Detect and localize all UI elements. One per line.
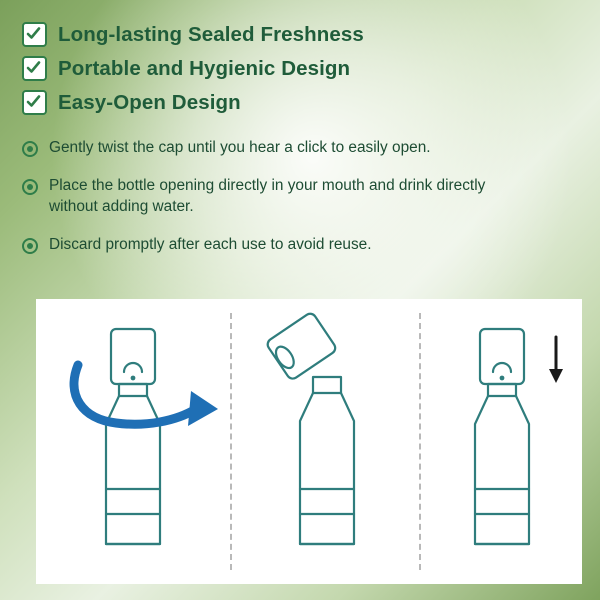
drink-step xyxy=(419,299,600,584)
check-icon xyxy=(22,90,47,115)
instruction-text: Place the bottle opening directly in your mouth and drink directly without adding water. xyxy=(49,177,486,215)
down-arrow-icon xyxy=(549,337,563,383)
feature-list xyxy=(22,22,580,124)
instruction-item xyxy=(22,176,576,217)
instruction-text: Discard promptly after each use to avoid reuse. xyxy=(49,236,372,254)
illustration-panel xyxy=(36,299,582,584)
radio-bullet-icon xyxy=(22,238,38,254)
instruction-list xyxy=(22,138,576,274)
feature-label: Portable and Hygienic Design xyxy=(58,56,351,80)
twist-cap-step xyxy=(36,299,230,584)
instruction-item xyxy=(22,138,576,158)
feature-label: Long-lasting Sealed Freshness xyxy=(58,22,364,46)
rotate-arrow-icon xyxy=(188,391,218,426)
instruction-item xyxy=(22,235,576,255)
instruction-text: Gently twist the cap until you hear a click to easily open. xyxy=(49,139,431,156)
radio-bullet-icon xyxy=(22,179,38,195)
feature-label: Easy-Open Design xyxy=(58,90,241,114)
feature-item xyxy=(22,56,580,81)
feature-item xyxy=(22,90,580,115)
check-icon xyxy=(22,56,47,81)
remove-cap-step xyxy=(230,299,424,584)
check-icon xyxy=(22,22,47,47)
feature-item xyxy=(22,22,580,47)
radio-bullet-icon xyxy=(22,141,38,157)
